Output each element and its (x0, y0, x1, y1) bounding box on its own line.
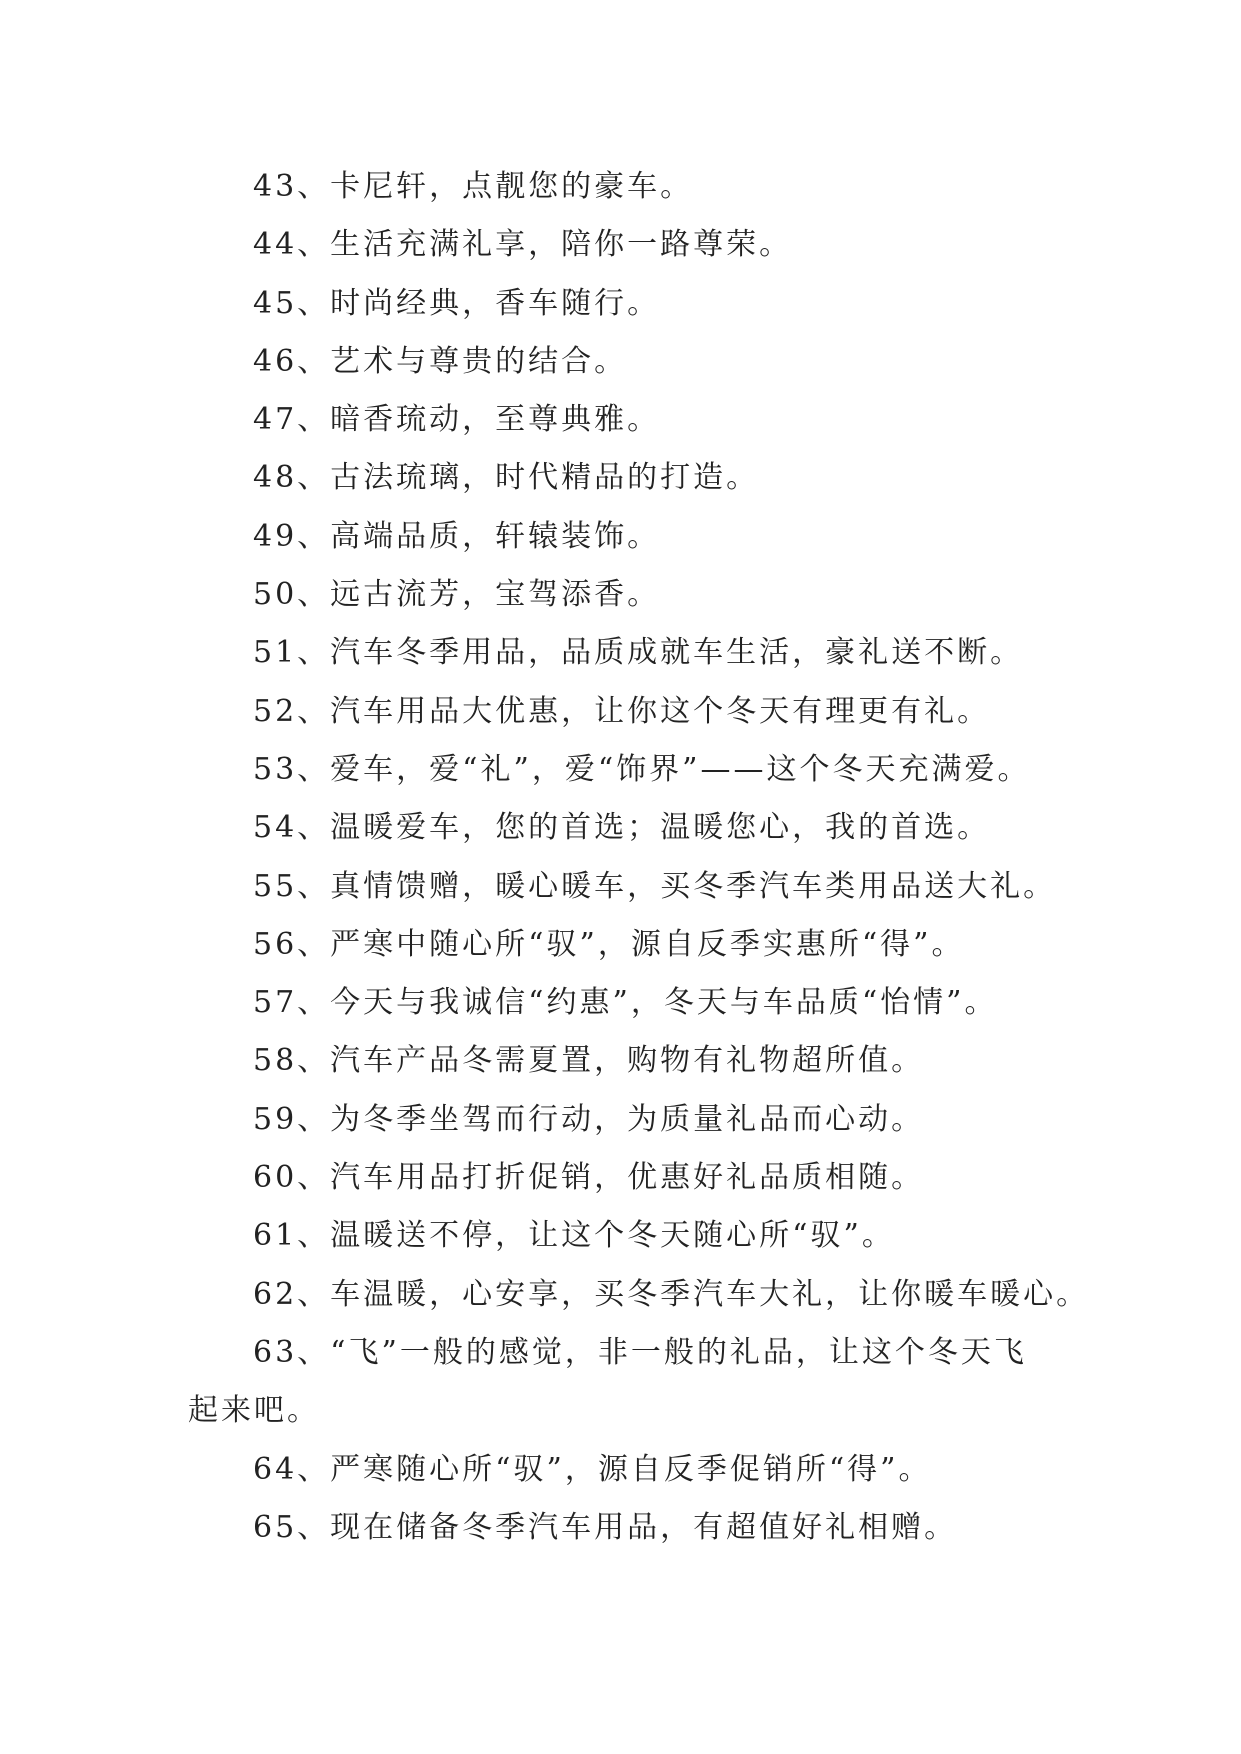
list-item: 52、汽车用品大优惠，让你这个冬天有理更有礼。 (253, 693, 991, 729)
list-item: 58、汽车产品冬需夏置，购物有礼物超所值。 (253, 1043, 925, 1079)
list-item: 65、现在储备冬季汽车用品，有超值好礼相赠。 (253, 1509, 958, 1545)
list-item: 54、温暖爱车，您的首选；温暖您心，我的首选。 (253, 810, 991, 846)
list-item: 53、爱车，爱“礼”，爱“饰界”——这个冬天充满爱。 (253, 751, 1031, 787)
list-item: 55、真情馈赠，暖心暖车，买冬季汽车类用品送大礼。 (253, 868, 1057, 904)
list-item-continuation: 起来吧。 (188, 1393, 320, 1429)
list-item: 50、远古流芳，宝驾添香。 (253, 577, 661, 613)
list-item: 48、古法琉璃，时代精品的打造。 (253, 460, 760, 496)
list-item: 51、汽车冬季用品，品质成就车生活，豪礼送不断。 (253, 635, 1024, 671)
list-item: 45、时尚经典，香车随行。 (253, 285, 661, 321)
list-item: 47、暗香琉动，至尊典雅。 (253, 402, 661, 438)
list-item: 61、温暖送不停，让这个冬天随心所“驭”。 (253, 1218, 895, 1254)
list-item: 62、车温暖，心安享，买冬季汽车大礼，让你暖车暖心。 (253, 1276, 1090, 1312)
list-item: 64、严寒随心所“驭”，源自反季促销所“得”。 (253, 1451, 932, 1487)
list-item: 57、今天与我诚信“约惠”，冬天与车品质“怡情”。 (253, 985, 998, 1021)
list-item: 56、严寒中随心所“驭”，源自反季实惠所“得”。 (253, 926, 965, 962)
list-item: 59、为冬季坐驾而行动，为质量礼品而心动。 (253, 1101, 925, 1137)
list-item: 43、卡尼轩，点靓您的豪车。 (253, 169, 694, 204)
list-item: 46、艺术与尊贵的结合。 (253, 343, 628, 379)
slogan-list (0, 158, 1241, 1557)
list-item: 63、“飞”一般的感觉，非一般的礼品，让这个冬天飞 (253, 1334, 1027, 1370)
list-item: 44、生活充满礼享，陪你一路尊荣。 (253, 227, 793, 263)
list-item: 49、高端品质，轩辕装饰。 (253, 518, 661, 554)
list-item: 60、汽车用品打折促销，优惠好礼品质相随。 (253, 1160, 925, 1196)
